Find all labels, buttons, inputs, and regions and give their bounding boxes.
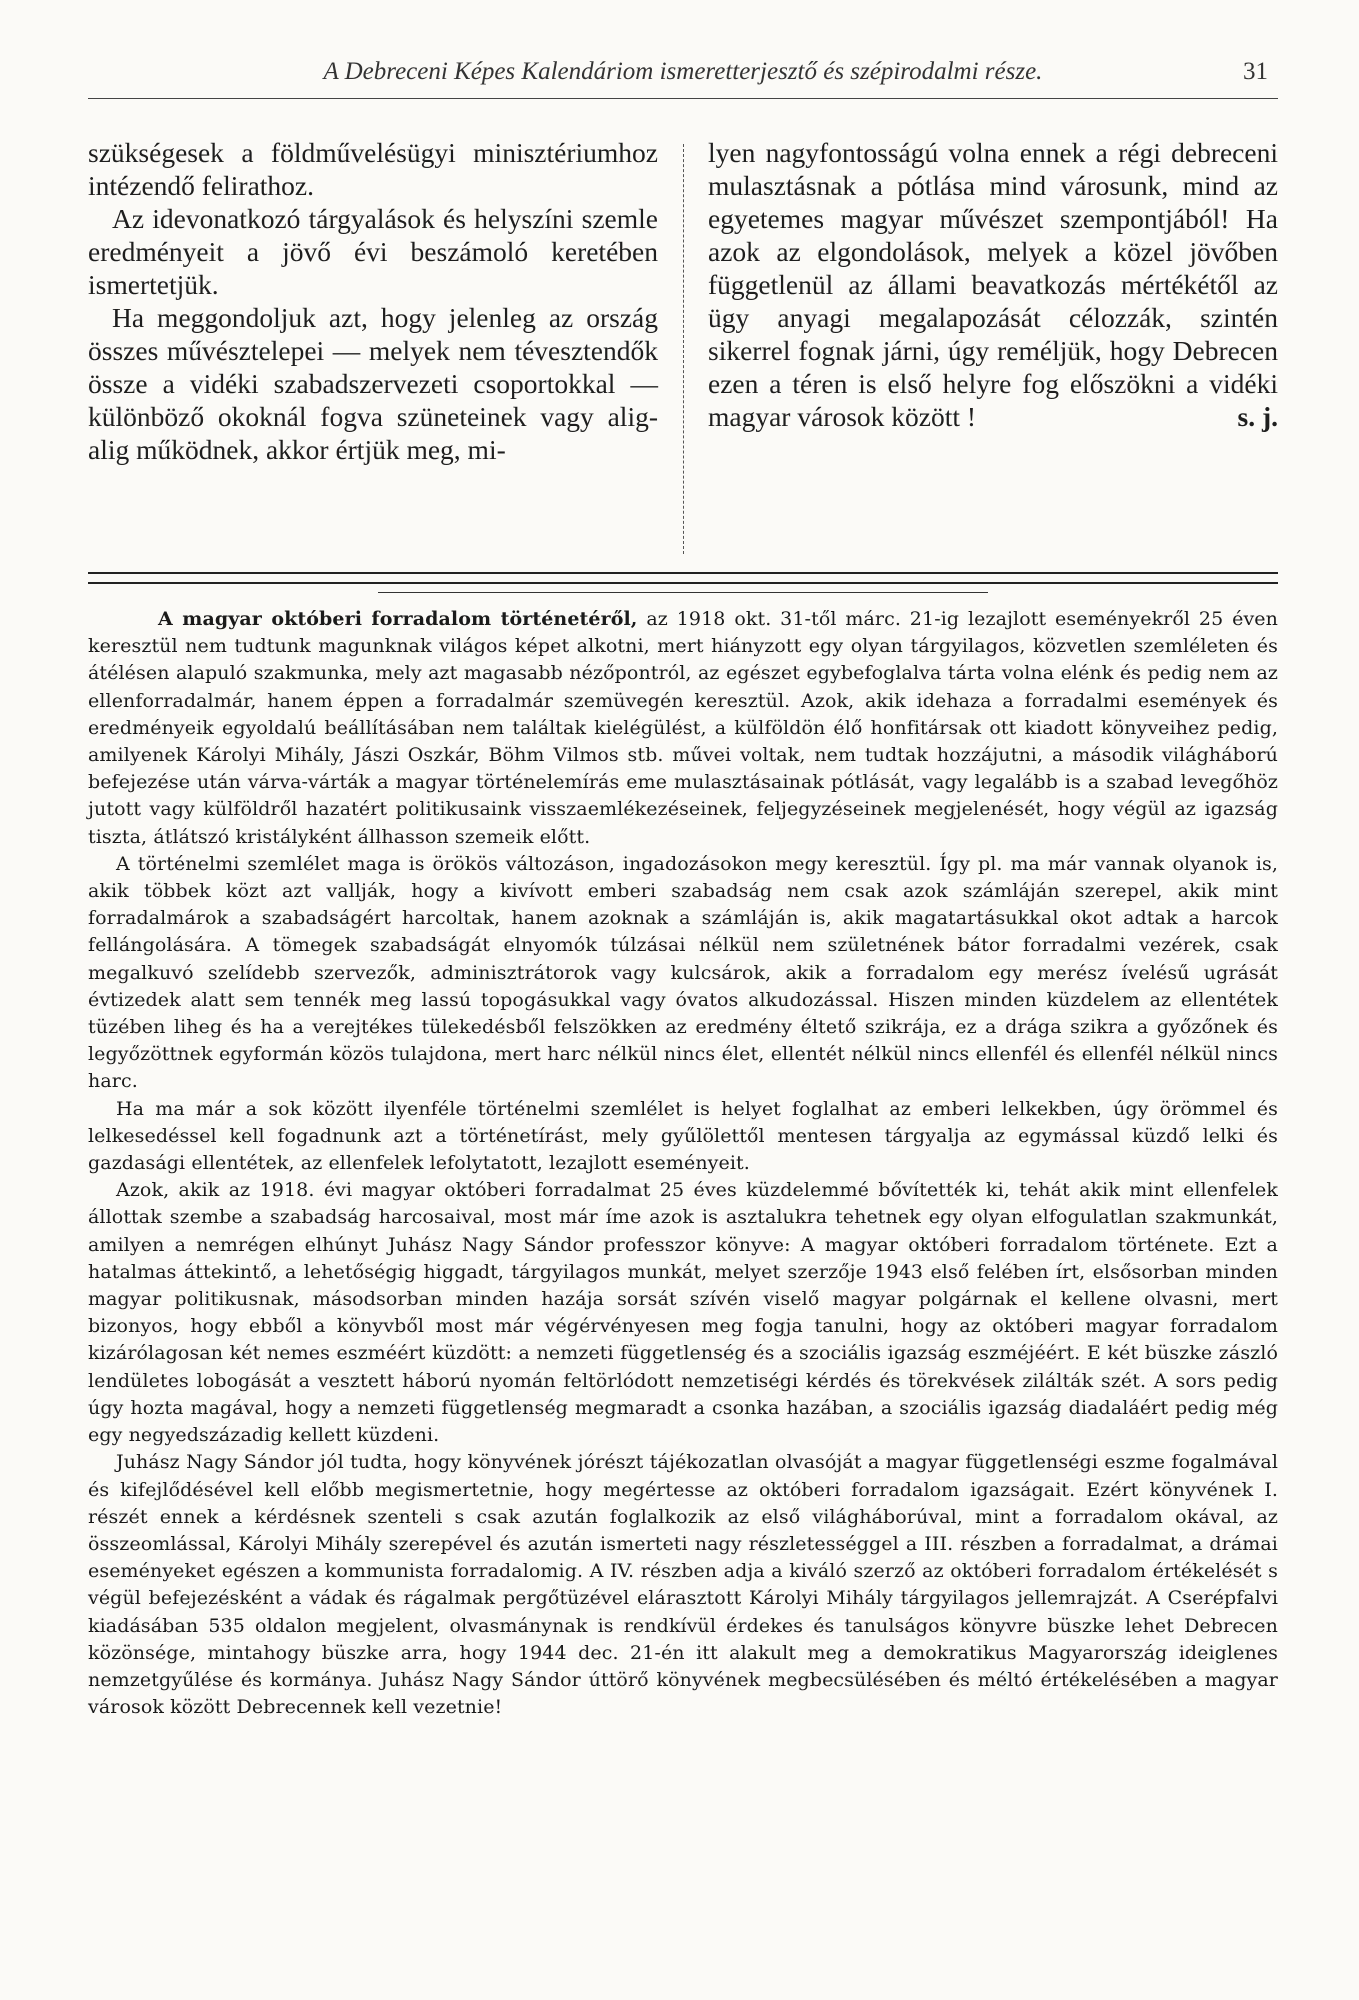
author-signature: s. j. — [1237, 401, 1278, 432]
article-paragraph: Ha ma már a sok között ilyenféle történelmi szemlélet is helyet foglalhat az emberi lelkekben, úgy örömmel és lelkesedéssel kell fogadnunk azt a történetírást, mely gyűlölettől mentesen tárgyalja az egymással küzdő lelki és gazdasági ellentétek, az ellenfelek lefolytatott, lezajlott eseményeit. — [88, 1097, 1278, 1175]
article-paragraph — [88, 606, 1278, 851]
running-title: A Debreceni Képes Kalendáriom ismeretterjesztő és szépirodalmi része. — [323, 58, 1043, 85]
article-title: A magyar októberi forradalom történetéről, — [158, 608, 638, 630]
section-short-rule — [378, 592, 988, 593]
page-number: 31 — [1243, 58, 1268, 85]
book-page — [88, 58, 1278, 1719]
right-paragraph-text: lyen nagyfontosságú volna ennek a régi debreceni mulasztásnak a pótlása mind városunk, mind az egyetemes magyar művészet szempontjából! Ha azok az elgondolások, melyek a közel jövőben függetlenül az állami beavatkozás mértékétől az ügy anyagi megalapozását célozzák, szintén sikerrel fognak járni, úgy reméljük, hogy Debrecen ezen a téren is első helyre fog előszökni a vidéki magyar városok között ! — [708, 137, 1278, 432]
article-paragraph: Azok, akik az 1918. évi magyar októberi forradalmat 25 éves küzdelemmé bővítették ki, tehát akik mint ellenfelek állottak szembe a szabadság harcosaival, most már íme azok is asztalukra tehetnek egy olyan elfogulatlan szakmunkát, amilyen a nemrégen elhúnyt Juhász Nagy Sándor professzor könyve: A magyar októberi forradalom története. Ezt a hatalmas áttekintő, a lehetőségig higgadt, tárgyilagos munkát, melyet szerzője 1943 első felében írt, elsősorban minden magyar politikusnak, másodsorban minden hazája sorsát szívén viselő magyar polgárnak el kellene olvasni, mert bizonyos, hogy ebből a könyvből most már végérvényesen meg fogja tanulni, hogy az októberi magyar forradalom kizárólagosan két nemes eszméért küzdött: a nemzeti függetlenség és a szociális igazság eszméjéért. E két büszke zászló lendületes lobogását a vesztett háború nyomán feltörlódott nemzetiségi kérdés és törekvések zilálták szét. A sors pedig úgy hozta magával, hogy a nemzeti függetlenség megmaradt a csonka hazában, a szociális igazság diadaláért pedig még egy negyedszázadig kellett küzdeni. — [88, 1179, 1278, 1447]
column-divider — [683, 144, 684, 554]
left-paragraph: Az idevonatkozó tárgyalások és helyszíni szemle eredményeit a jövő évi beszámoló keretében ismertetjük. — [88, 203, 658, 300]
section-double-rule — [88, 572, 1278, 584]
right-paragraph — [708, 136, 1278, 433]
left-paragraph: Ha meggondoljuk azt, hogy jelenleg az ország összes művésztelepei — melyek nem tévesztendők össze a vidéki szabadszervezeti csoportokkal — különböző okoknál fogva szüneteinek vagy alig-alig működnek, akkor értjük meg, mi- — [88, 302, 658, 465]
running-head — [88, 58, 1278, 94]
article-paragraph-text: az 1918 okt. 31-től márc. 21-ig lezajlott eseményekről 25 éven keresztül nem tudtunk magunknak világos képet alkotni, mert hiányzott egy olyan tárgyilagos, közvetlen szemléleten és átélésen alapuló szakmunka, mely azt magasabb nézőpontról, az egészet egybefoglalva tárta volna elénk és pedig nem az ellenforradalmár, hanem éppen a forradalmár szemüvegén keresztül. Azok, akik idehaza a forradalmi események és eredményeik egyoldalú beállításában nem találtak kielégülést, a külföldön élő honfitársak ott kiadott könyveihez pedig, amilyenek Károlyi Mihály, Jászi Oszkár, Böhm Vilmos stb. művei voltak, nem tudtak hozzájutni, a második világháború befejezése után várva-várták a magyar történelemírás eme mulasztásainak pótlását, vagy legalább is a szabad levegőhöz jutott vagy külföldről hazatért politikusaink visszaemlékezéseinek, feljegyzéseinek megjelenését, hogy végül az igazság tiszta, átlátszó kristályként állhasson szemeik előtt. — [88, 608, 1278, 848]
article-paragraph: Juhász Nagy Sándor jól tudta, hogy könyvének jórészt tájékozatlan olvasóját a magyar függetlenségi eszme fogalmával és kifejlődésével kell előbb megismertetnie, hogy megértesse az októberi forradalom igazságait. Ezért könyvének I. részét ennek a kérdésnek szenteli s csak azután foglalkozik az első világháborúval, mint a forradalom okával, az összeomlással, Károlyi Mihály szerepével és azután ismerteti nagy részletességgel a III. részben a forradalmat, a drámai eseményeket egészen a kommunista forradalomig. A IV. részben adja a kiváló szerző az októberi forradalom értékelését s végül befejezésként a vádak és rágalmak pergőtüzével elárasztott Károlyi Mihály tárgyilagos jellemrajzát. A Cserépfalvi kiadásában 535 oldalon megjelent, olvasmánynak is rendkívül érdekes és tanulságos könyvre büszke lehet Debrecen közönsége, mintahogy büszke arra, hogy 1944 dec. 21-én itt alakult meg a demokratikus Magyarország ideiglenes nemzetgyűlése és kormánya. Juhász Nagy Sándor úttörő könyvének megbecsülésében és méltó értékelésében a magyar városok között Debrecennek kell vezetnie! — [88, 1451, 1278, 1719]
two-column-section — [88, 136, 1278, 564]
header-rule — [88, 98, 1278, 99]
article-paragraph: A történelmi szemlélet maga is örökös változáson, ingadozásokon megy keresztül. Így pl. ma már vannak olyanok is, akik többek közt azt vallják, hogy a kivívott emberi szabadság nem csak azok számláján szerepel, akik mint forradalmárok a szabadságért harcoltak, hanem azoknak a számláján is, akik magatartásukkal okot adtak a harcok fellángolására. A tömegek szabadságát elnyomók túlzásai nélkül nem születnének bátor forradalmi vezérek, csak megalkuvó szelídebb szervezők, adminisztrátorok vagy kulcsárok, akik a forradalom egy merész ívelésű ugrását évtizedek alatt sem tennék meg lassú topogásukkal vagy óvatos alkudozással. Hiszen minden küzdelem az ellentétek tüzében liheg és ha a verejtékes tülekedésből felszökken az eredmény éltető szikrája, ez a drága szikra a győzőnek és legyőzöttnek egyformán közös tulajdona, mert harc nélkül nincs élet, ellentét nélkül nincs ellenfél és ellenfél nélkül nincs harc. — [88, 852, 1278, 1093]
left-paragraph: szükségesek a földművelésügyi minisztériumhoz intézendő felirathoz. — [88, 137, 658, 201]
right-column — [708, 136, 1278, 433]
book-review-article — [88, 606, 1278, 1721]
left-column — [88, 136, 658, 466]
